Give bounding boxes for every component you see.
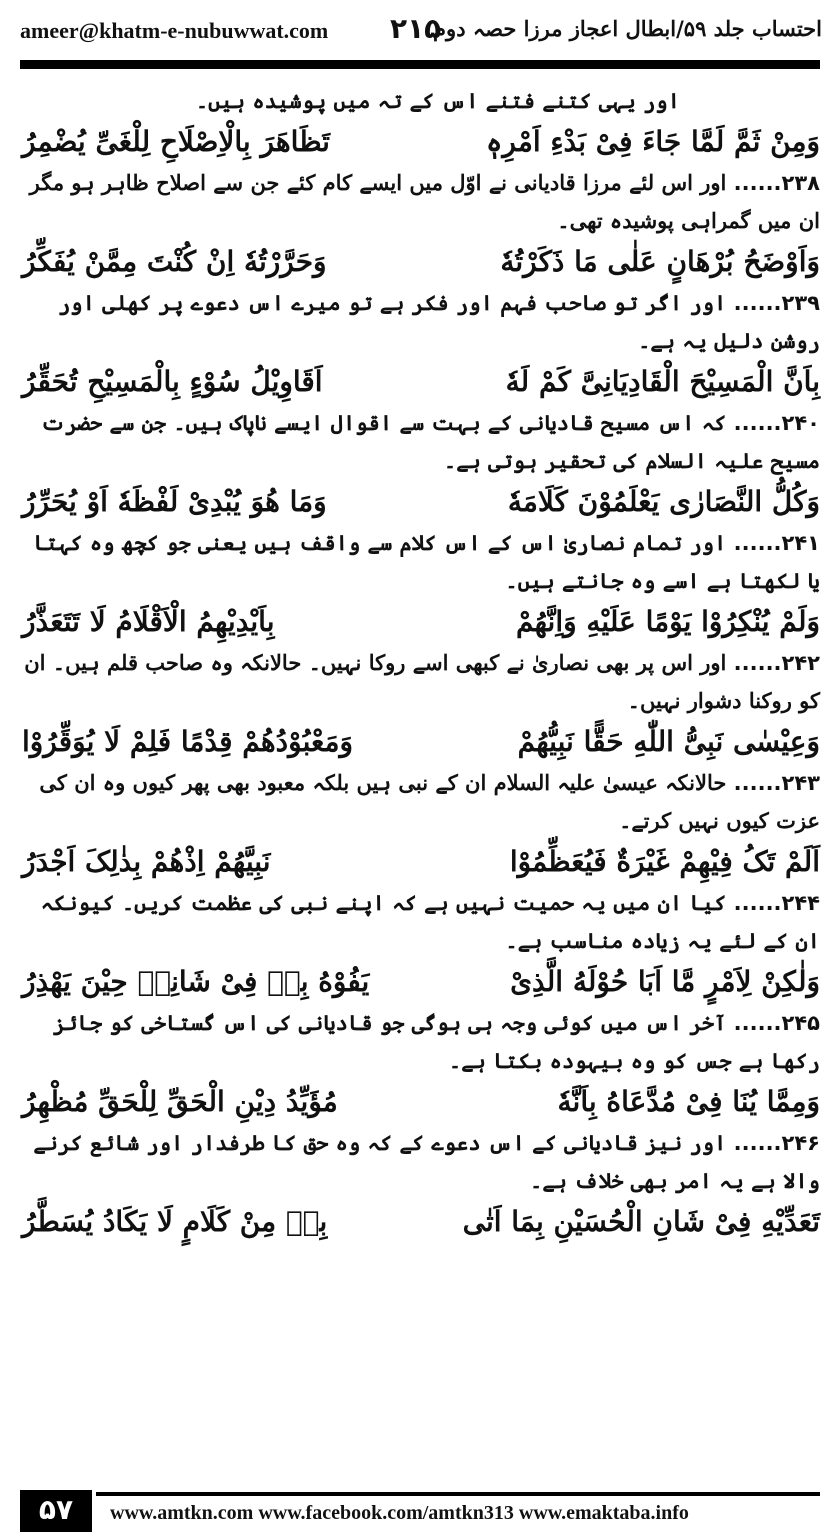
urdu-text: کیا ان میں یہ حمیت نہیں ہے کہ اپنے نبی کی عظمت کریں۔ کیونکہ ان کے لئے یہ زیادہ مناسب ہے۔ [40,890,820,953]
verse-number: ۲۴۱...... [733,531,820,555]
urdu-text: اور نیز قادیانی کے اس دعوے کے کہ وہ حق کا طرفدار اور شائع کرنے والا ہے یہ امر بھی خلاف ہے۔ [33,1130,820,1193]
urdu-text: اور اگر تو صاحب فہم اور فکر ہے تو میرے اس دعوے پر کھلی اور روشن دلیل یہ ہے۔ [57,290,820,353]
verse-number: ۲۳۹...... [733,291,820,315]
arabic-hemistich-right: وَعِیْسٰی نَبِیُّ اللّٰهِ حَقًّا نَبِیُّهُمْ [517,725,820,758]
urdu-text: آخر اس میں کوئی وجہ ہی ہوگی جو قادیانی کی اس گستاخی کو جائز رکھا ہے جس کو وہ بیہودہ بکتا ہے۔ [52,1010,820,1073]
verse-number: ۲۳۸...... [733,171,820,195]
arabic-hemistich-right: وَلَمْ یُنْکِرُوْا یَوْمًا عَلَیْهِ وَاِنَّهُمْ [516,605,820,638]
arabic-couplet [22,240,820,284]
urdu-translation [22,524,820,600]
urdu-text: اور اس پر بھی نصاریٰ نے کبھی اسے روکا نہیں۔ حالانکہ وہ صاحب قلم ہیں۔ ان کو روکنا دشوار نہیں۔ [24,650,820,713]
verse-block [22,480,820,600]
arabic-couplet [22,600,820,644]
verse-number: ۲۴۳...... [733,771,820,795]
intro-line: اور یہی کتنے فتنے اس کے تہ میں پوشیدہ ہیں۔ [195,88,680,113]
verse-block [22,720,820,840]
footer-page-badge: ۵۷ [20,1490,92,1532]
urdu-translation [22,164,820,240]
urdu-translation [22,1004,820,1080]
arabic-hemistich-right: اَلَمْ تَکُ فِیْهِمْ غَیْرَةٌ فَیُعَظِّمُوْا [509,845,820,878]
arabic-couplet [22,720,820,764]
arabic-hemistich-left: وَمَا هُوَ یُبْدِیْ لَفْظَهٗ اَوْ یُحَرِّرُ [22,485,327,518]
urdu-text: اور تمام نصاریٰ اس کے اس کلام سے واقف ہیں یعنی جو کچھ وہ کہتا یا لکھتا ہے اسے وہ جانتے ہیں۔ [33,530,820,593]
header-rule [20,60,820,69]
urdu-text: حالانکہ عیسیٰ علیہ السلام ان کے نبی ہیں بلکہ معبود بھی پھر کیوں وہ ان کی عزت کیوں نہیں کرتے۔ [39,770,820,833]
urdu-translation [22,644,820,720]
arabic-hemistich-left: وَمَعْبُوْدُهُمْ قِدْمًا فَلِمْ لَا یُوَقِّرُوْا [22,725,354,758]
footer-links: www.amtkn.com www.facebook.com/amtkn313 www.emaktaba.info [110,1502,689,1524]
verse-number: ۲۴۶...... [733,1131,820,1155]
arabic-hemistich-left: تَظَاهَرَ بِالْاِصْلَاحِ لِلْغَیِّ یُضْمِرُ [22,125,330,158]
arabic-hemistich-right: وَاَوْضَحُ بُرْهَانٍ عَلٰی مَا ذَکَرْتُهٗ [500,245,820,278]
arabic-couplet [22,480,820,524]
urdu-translation [22,1124,820,1200]
urdu-translation [22,884,820,960]
arabic-couplet [22,1080,820,1124]
verse-block [22,600,820,720]
arabic-hemistich-left: وَحَرَّرْتُهٗ اِنْ کُنْتَ مِمَّنْ یُفَکِّرُ [22,245,327,278]
verse-number: ۲۴۵...... [733,1011,820,1035]
verse-block [22,960,820,1080]
arabic-hemistich-left: بِهٖ مِنْ کَلَامٍ لَا یَکَادُ یُسَطَّرُ [22,1205,328,1238]
verse-block [22,1080,820,1200]
header-page-number: ۲۱۵ [390,12,442,45]
arabic-couplet [22,960,820,1004]
verse-block [22,120,820,240]
arabic-hemistich-left: یَفُوْهُ بِهٖ فِیْ شَانِهٖ حِیْنَ یَهْذِرُ [22,965,370,998]
urdu-text: اور اس لئے مرزا قادیانی نے اوّل میں ایسے کام کئے جن سے اصلاح ظاہر ہو مگر ان میں گمراہی پوشیدہ تھی۔ [29,170,820,233]
arabic-couplet [22,360,820,404]
arabic-hemistich-right: وَمِمَّا یُنَا فِیْ مُدَّعَاهُ بِاَنَّهٗ [557,1085,820,1118]
urdu-translation [22,404,820,480]
arabic-hemistich-left: مُؤَیِّدُ دِیْنِ الْحَقِّ لِلْحَقِّ مُظْهِرُ [22,1085,338,1118]
arabic-hemistich-right: وَلٰکِنْ لِاَمْرٍ مَّا اَبَا حُوْلَهُ الَّذِیْ [510,965,820,998]
header-email: ameer@khatm-e-nubuwwat.com [20,18,329,43]
arabic-couplet [22,840,820,884]
verse-number: ۲۴۴...... [733,891,820,915]
arabic-hemistich-left: نَبِیَّهُمْ اِذْهُمْ بِذٰلِکَ اَجْدَرُ [22,845,271,878]
header-book-title: احتساب جلد ۵۹/ابطال اعجاز مرزا حصہ دوم [433,16,822,41]
page-content [22,82,820,1244]
arabic-couplet [22,120,820,164]
footer-rule [96,1492,820,1496]
arabic-hemistich-left: بِاَیْدِیْهِمُ الْاَقْلَامُ لَا تَتَعَذَّرُ [22,605,275,638]
page-footer [20,1490,820,1532]
arabic-hemistich-right: تَعَدِّیْهِ فِیْ شَانِ الْحُسَیْنِ بِمَا اَتٰی [462,1205,820,1238]
verse-block [22,1200,820,1244]
arabic-hemistich-left: اَقَاوِیْلُ سُوْءٍ بِالْمَسِیْحِ تُحَقِّرُ [22,365,323,398]
arabic-hemistich-right: وَمِنْ ثَمَّ لَمَّا جَاءَ فِیْ بَدْءِ اَمْرِہٖ [485,125,820,158]
arabic-hemistich-right: بِاَنَّ الْمَسِیْحَ الْقَادِیَانِیَّ کَمْ لَهٗ [505,365,820,398]
urdu-text: کہ اس مسیح قادیانی کے بہت سے اقوال ایسے ناپاک ہیں۔ جن سے حضرت مسیح علیہ السلام کی تحقیر ہوتی ہے۔ [40,410,820,473]
verse-number: ۲۴۰...... [733,411,820,435]
verse-block [22,240,820,360]
arabic-hemistich-right: وَکُلُّ النَّصَارٰی یَعْلَمُوْنَ کَلَامَهٗ [507,485,820,518]
verse-block [22,840,820,960]
verse-number: ۲۴۲...... [733,651,820,675]
page-header [20,14,822,54]
urdu-translation [22,284,820,360]
urdu-translation [22,764,820,840]
verse-block [22,360,820,480]
arabic-couplet [22,1200,820,1244]
